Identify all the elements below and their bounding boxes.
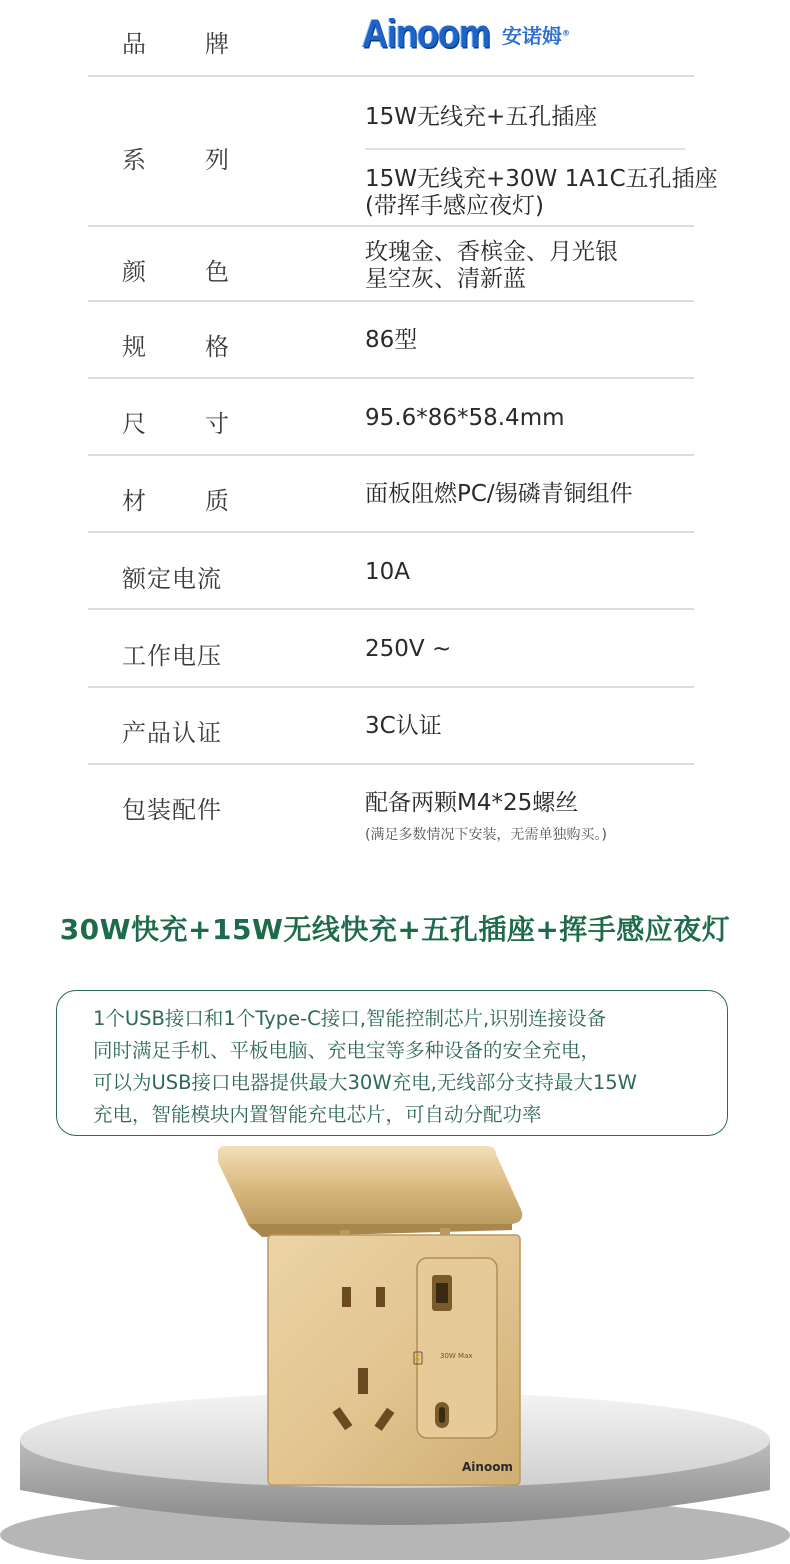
row-divider [88, 608, 694, 610]
brand-logo-en: Ainoom [362, 10, 490, 56]
label-char: 颜 [122, 258, 147, 286]
label-char: 格 [205, 333, 230, 361]
brand-logo [362, 10, 570, 56]
label-material [122, 481, 230, 516]
label-char: 材 [122, 487, 147, 515]
row-divider [88, 377, 694, 379]
description-line: 可以为USB接口电器提供最大30W充电,无线部分支持最大15W [93, 1071, 637, 1094]
label-current: 额定电流 [122, 565, 222, 593]
feature-headline: 30W快充+15W无线快充+五孔插座+挥手感应夜灯 [59, 913, 731, 946]
label-char: 质 [205, 487, 230, 515]
label-char: 色 [205, 258, 230, 286]
description-line: 1个USB接口和1个Type-C接口,智能控制芯片,识别连接设备 [93, 1007, 607, 1030]
label-spec [122, 327, 230, 362]
label-char: 列 [205, 146, 230, 174]
row-divider [88, 225, 694, 227]
description-line: 充电，智能模块内置智能充电芯片，可自动分配功率 [93, 1103, 542, 1126]
two-pin-slot [376, 1287, 385, 1307]
description-box [56, 990, 728, 1136]
label-char: 品 [122, 30, 147, 58]
product-image [0, 1140, 790, 1560]
label-voltage: 工作电压 [122, 642, 222, 670]
label-size [122, 404, 230, 439]
label-char: 系 [122, 146, 147, 174]
socket-illustration [0, 1140, 790, 1560]
series-value-1: 15W无线充+五孔插座 [365, 104, 598, 130]
cert-value: 3C认证 [365, 713, 442, 739]
accessories-value: 配备两颗M4*25螺丝 [365, 790, 579, 816]
row-divider [88, 686, 694, 688]
material-value: 面板阻燃PC/锡磷青铜组件 [365, 481, 633, 507]
current-value: 10A [365, 559, 411, 585]
label-color [122, 252, 230, 287]
label-cert: 产品认证 [122, 719, 222, 747]
sub-divider [365, 148, 685, 150]
row-divider [88, 531, 694, 533]
row-divider [88, 454, 694, 456]
size-value: 95.6*86*58.4mm [365, 405, 565, 431]
label-char: 寸 [205, 410, 230, 438]
label-char: 牌 [205, 30, 230, 58]
series-value-2: 15W无线充+30W 1A1C五孔插座 [365, 166, 718, 192]
panel-logo: Ainoom [462, 1460, 513, 1474]
row-divider [88, 75, 694, 77]
usb-module [417, 1258, 497, 1438]
socket-panel [268, 1235, 520, 1485]
spec-value: 86型 [365, 327, 418, 353]
series-value-3: (带挥手感应夜灯) [365, 193, 544, 219]
row-divider [88, 300, 694, 302]
label-brand [122, 24, 230, 59]
label-accessories: 包装配件 [122, 796, 222, 824]
voltage-value: 250V ~ [365, 636, 452, 662]
three-pin-slot [358, 1368, 368, 1394]
label-char: 尺 [122, 410, 147, 438]
row-divider [88, 763, 694, 765]
two-pin-slot [342, 1287, 351, 1307]
brand-logo-cn: 安诺姆® [501, 23, 570, 48]
color-value-1: 玫瑰金、香槟金、月光银 [365, 239, 618, 265]
usb-power-label: 30W Max [440, 1352, 473, 1360]
accessories-note: (满足多数情况下安装，无需单独购买。) [365, 827, 607, 843]
wireless-charging-cover [218, 1146, 522, 1238]
label-char: 规 [122, 333, 147, 361]
description-line: 同时满足手机、平板电脑、充电宝等多种设备的安全充电， [93, 1039, 601, 1062]
color-value-2: 星空灰、清新蓝 [365, 266, 526, 292]
label-series [122, 140, 230, 175]
